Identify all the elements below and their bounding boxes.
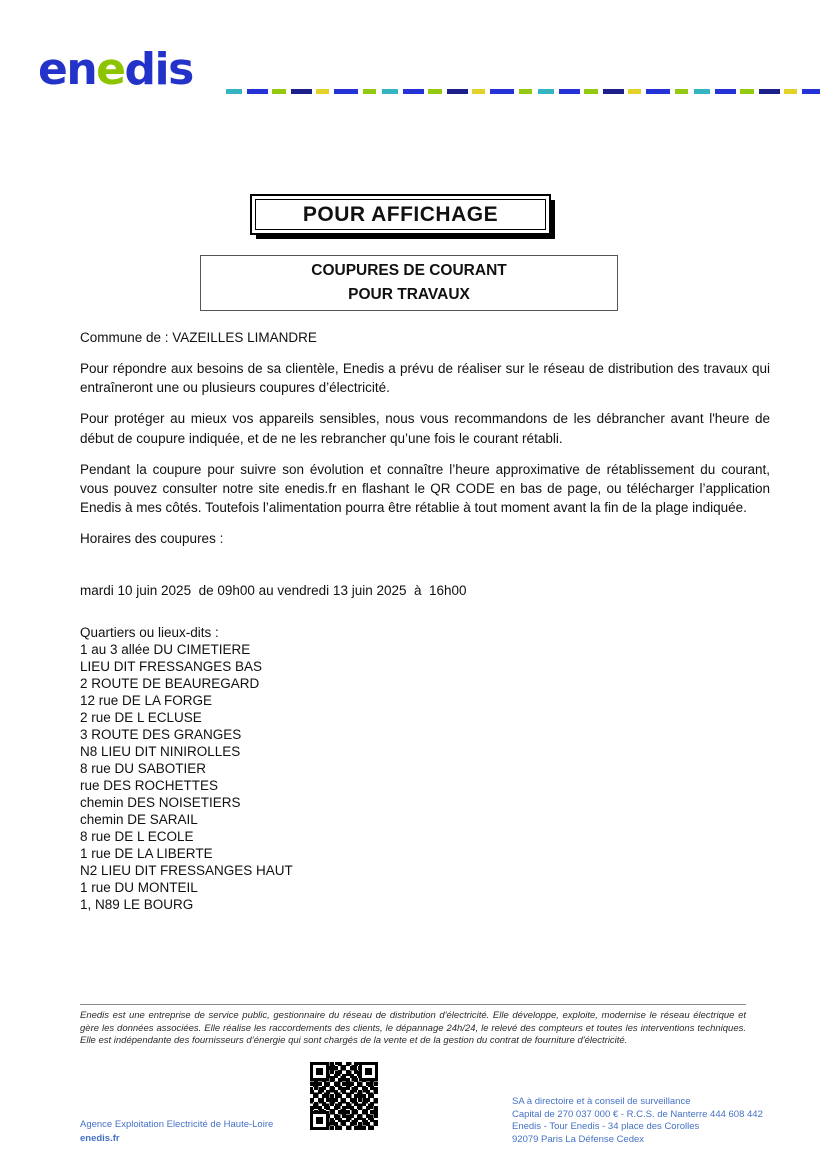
paragraph-works: Pour répondre aux besoins de sa clientèle, Enedis a prévu de réaliser sur le réseau de distribution des travaux qui entraîneront une ou plusieurs coupures d’électricité. [80, 361, 770, 396]
qr-finder-icon [310, 1062, 329, 1081]
agency-block [80, 1118, 273, 1146]
district-item: 2 ROUTE DE BEAUREGARD [80, 675, 260, 691]
districts-label: Quartiers ou lieux-dits : [80, 624, 219, 640]
company-line: 92079 Paris La Défense Cedex [512, 1133, 645, 1145]
logo-part-dis: dis [124, 44, 193, 95]
district-item: 2 rue DE L ECLUSE [80, 709, 202, 725]
district-item: 1 rue DU MONTEIL [80, 879, 198, 895]
district-item: chemin DES NOISETIERS [80, 794, 241, 810]
district-item: LIEU DIT FRESSANGES BAS [80, 658, 263, 674]
commune-line: Commune de : VAZEILLES LIMANDRE [80, 330, 317, 345]
pour-affichage-banner [250, 194, 551, 235]
company-block [512, 1096, 763, 1146]
district-item: 8 rue DE L ECOLE [80, 828, 194, 844]
notice-line-1: COUPURES DE COURANT [311, 262, 507, 279]
logo-part-en: en [38, 44, 97, 95]
district-item: N8 LIEU DIT NINIROLLES [80, 743, 241, 759]
agency-website: enedis.fr [80, 1133, 120, 1144]
company-line: Capital de 270 037 000 € - R.C.S. de Nanterre 444 608 442 [512, 1108, 763, 1120]
company-line: Enedis - Tour Enedis - 34 place des Corolles [512, 1121, 700, 1132]
brand-dashed-line [226, 89, 820, 94]
company-line: SA à directoire et à conseil de surveillance [512, 1096, 691, 1107]
enedis-logo [38, 44, 193, 95]
agency-name: Agence Exploitation Electricité de Haute-Loire [80, 1119, 274, 1130]
paragraph-tracking: Pendant la coupure pour suivre son évolution et connaître l’heure approximative de rétablissement du courant, vous pouvez consulter notre site enedis.fr en flashant le QR CODE en bas de page, ou télécharger l’application Enedis à mes côtés. Toutefois l’alimentation pourra être rétablie à tout moment avant la fin de la plage indiquée. [80, 461, 770, 516]
qr-code [310, 1062, 378, 1130]
district-item: 1, N89 LE BOURG [80, 896, 194, 912]
district-item: N2 LIEU DIT FRESSANGES HAUT [80, 862, 293, 878]
schedule-dates: mardi 10 juin 2025 de 09h00 au vendredi 13 juin 2025 à 16h00 [80, 583, 467, 599]
qr-finder-icon [310, 1111, 329, 1130]
body-text [80, 328, 770, 913]
paragraph-devices: Pour protéger au mieux vos appareils sensibles, nous vous recommandons de les débrancher avant l'heure de début de coupure indiquée, et de ne les rebrancher qu’une fois le courant rétabli. [80, 411, 770, 446]
district-item: 1 rue DE LA LIBERTE [80, 845, 213, 861]
district-item: 8 rue DU SABOTIER [80, 760, 207, 776]
districts-list [80, 624, 770, 913]
banner-title: POUR AFFICHAGE [302, 202, 499, 226]
schedule-label: Horaires des coupures : [80, 531, 224, 547]
district-item: 12 rue DE LA FORGE [80, 692, 213, 708]
district-item: 1 au 3 allée DU CIMETIERE [80, 641, 251, 657]
legal-text: Enedis est une entreprise de service public, gestionnaire du réseau de distribution d'électricité. Elle développe, exploite, modernise le réseau électrique et gère les données associées. Elle réalise les raccordements des clients, le dépannage 24h/24, le relevé des compteurs et toutes les interventions techniques. Elle est indépendante des fournisseurs d’énergie qui sont chargés de la vente et de la gestion du contrat de fourniture d'électricité. [80, 1004, 746, 1048]
district-item: rue DES ROCHETTES [80, 777, 219, 793]
district-item: chemin DE SARAIL [80, 811, 198, 827]
logo-part-e: e [96, 44, 125, 95]
qr-finder-icon [359, 1062, 378, 1081]
district-item: 3 ROUTE DES GRANGES [80, 726, 242, 742]
notice-line-2: POUR TRAVAUX [348, 286, 470, 303]
notice-box [200, 255, 618, 311]
